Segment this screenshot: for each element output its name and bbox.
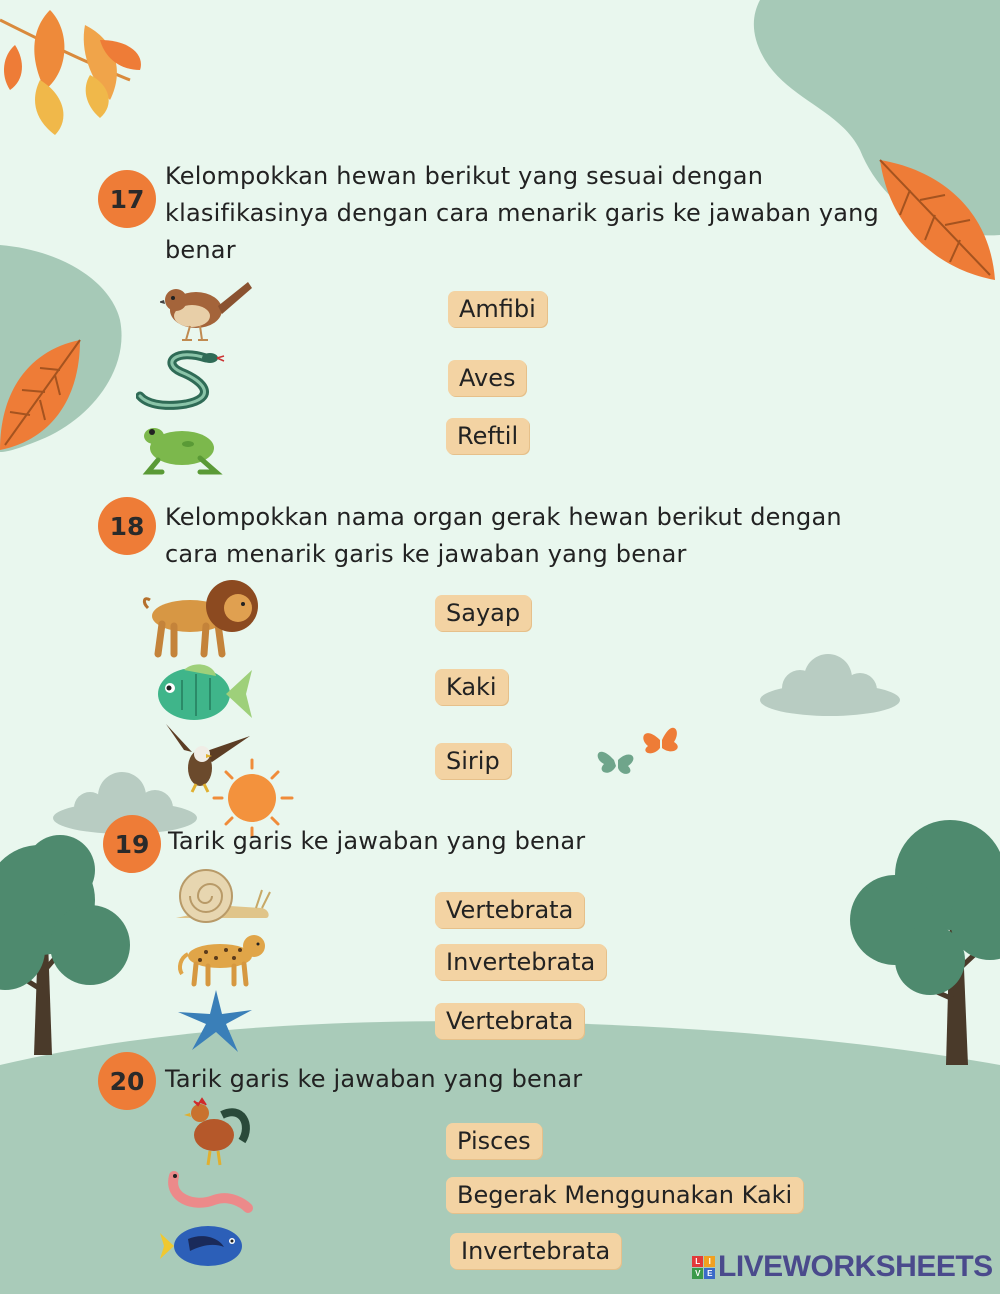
bird-icon[interactable] <box>160 278 252 344</box>
rooster-icon[interactable] <box>182 1095 252 1169</box>
butterfly-orange-icon <box>643 728 677 754</box>
question-19-text: Tarik garis ke jawaban yang benar <box>168 827 586 855</box>
answer-18-2[interactable]: Kaki <box>435 669 508 705</box>
lion-icon[interactable] <box>140 578 260 658</box>
snail-icon[interactable] <box>170 866 274 926</box>
answer-18-1[interactable]: Sayap <box>435 595 531 631</box>
answer-18-3[interactable]: Sirip <box>435 743 511 779</box>
question-19-number: 19 <box>103 815 161 873</box>
question-17-text: Kelompokkan hewan berikut yang sesuai dengan klasifikasinya dengan cara menarik garis ke jawaban yang benar <box>165 162 879 264</box>
starfish-icon[interactable] <box>176 988 254 1054</box>
answer-20-1[interactable]: Pisces <box>446 1123 542 1159</box>
liveworksheets-logo[interactable] <box>692 1250 993 1284</box>
tree-right <box>850 820 1000 1065</box>
question-17-number: 17 <box>98 170 156 228</box>
question-20-text: Tarik garis ke jawaban yang benar <box>165 1065 583 1093</box>
question-20-number: 20 <box>98 1052 156 1110</box>
cloud-right <box>760 654 900 716</box>
butterfly-green-icon <box>598 752 634 774</box>
fish-icon[interactable] <box>154 660 254 728</box>
eagle-icon[interactable] <box>162 722 252 794</box>
answer-17-1[interactable]: Amfibi <box>448 291 547 327</box>
leaf-branch-top-left <box>0 10 141 135</box>
frog-icon[interactable] <box>140 420 224 476</box>
question-18-text: Kelompokkan nama organ gerak hewan berikut dengan cara menarik garis ke jawaban yang benar <box>165 503 842 568</box>
question-18-number: 18 <box>98 497 156 555</box>
logo-grid-icon: L I V E <box>692 1256 715 1279</box>
answer-17-2[interactable]: Aves <box>448 360 526 396</box>
tang-fish-icon[interactable] <box>158 1223 248 1269</box>
answer-17-3[interactable]: Reftil <box>446 418 529 454</box>
answer-19-2[interactable]: Invertebrata <box>435 944 606 980</box>
worm-icon[interactable] <box>164 1168 254 1216</box>
answer-19-3[interactable]: Vertebrata <box>435 1003 584 1039</box>
cheetah-icon[interactable] <box>176 928 268 988</box>
tree-left <box>0 835 130 1055</box>
answer-20-3[interactable]: Invertebrata <box>450 1233 621 1269</box>
answer-20-2[interactable]: Begerak Menggunakan Kaki <box>446 1177 803 1213</box>
brand-name: LIVEWORKSHEETS <box>718 1250 993 1283</box>
snake-icon[interactable] <box>136 348 228 410</box>
answer-19-1[interactable]: Vertebrata <box>435 892 584 928</box>
